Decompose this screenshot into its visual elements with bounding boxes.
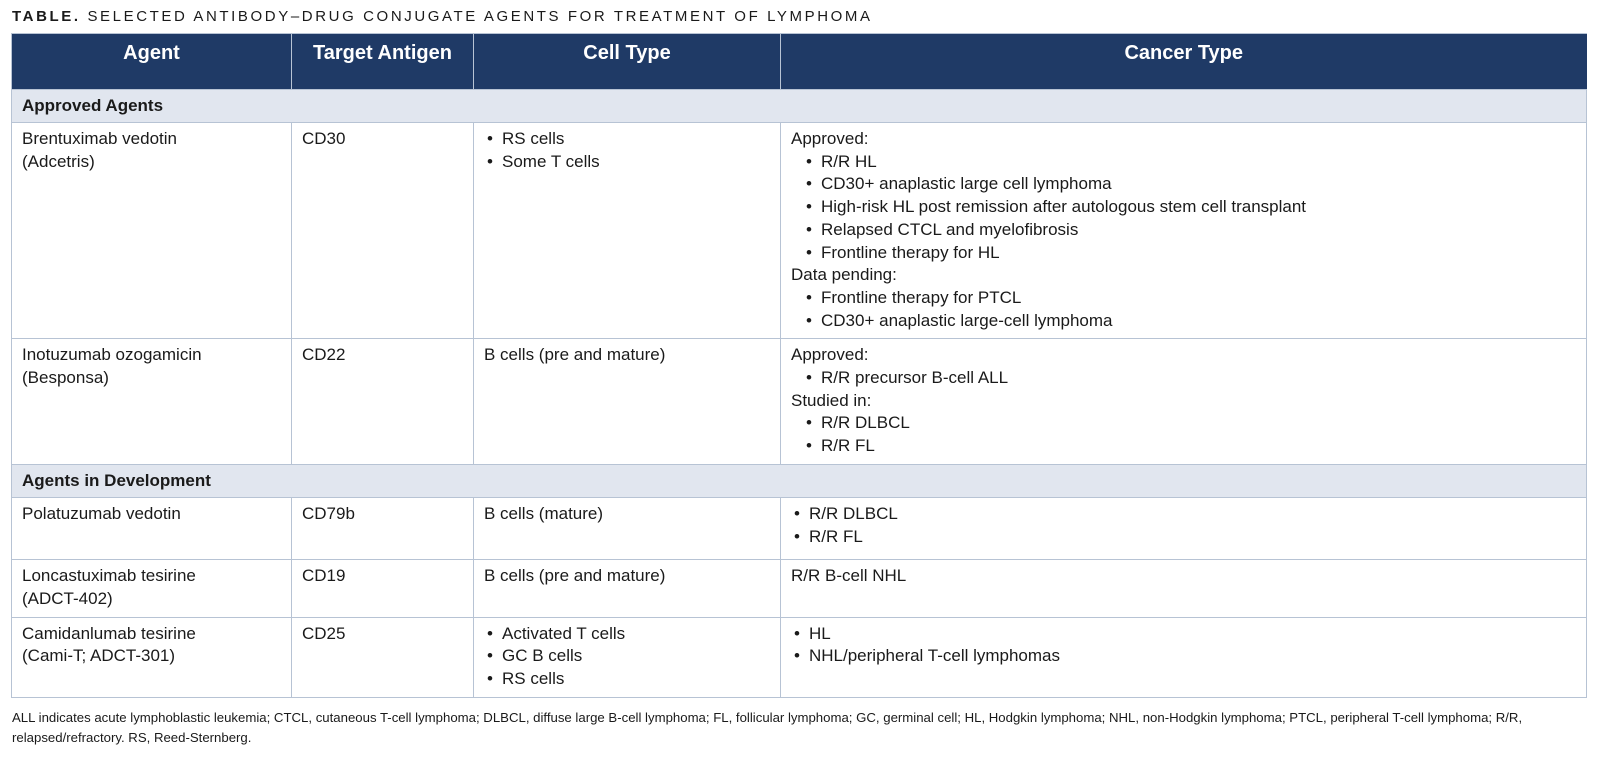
table-row (12, 560, 1587, 617)
list-item: • CD30+ anaplastic large-cell lymphoma (803, 310, 1576, 333)
section-label: Approved Agents (22, 96, 164, 115)
agent-brand: (Besponsa) (22, 368, 109, 388)
cancer-type-cell (781, 123, 1586, 338)
section-row-approved-agents (12, 90, 1587, 123)
target-antigen-cell: CD79b (302, 504, 355, 524)
agent-cell (12, 123, 291, 179)
list-item: • Some T cells (484, 151, 770, 174)
agent-name: Loncastuximab tesirine (22, 566, 196, 586)
list-item: • NHL/peripheral T-cell lymphomas (791, 645, 1576, 668)
cancer-type-cell (781, 618, 1586, 674)
cell-type-cell: B cells (pre and mature) (484, 566, 666, 586)
table-row (12, 617, 1587, 697)
group-label: Data pending: (791, 265, 897, 285)
target-antigen-cell: CD30 (302, 129, 346, 148)
table-row (12, 339, 1587, 465)
cancer-type-cell: R/R B-cell NHL (791, 566, 907, 586)
list-item: • RS cells (484, 128, 770, 151)
agent-brand: (Cami-T; ADCT-301) (22, 646, 176, 666)
column-header-cell-type: Cell Type (474, 34, 781, 90)
column-header-cancer-type: Cancer Type (781, 34, 1587, 90)
section-label: Agents in Development (22, 471, 211, 491)
cell-type-cell (474, 618, 780, 697)
section-row-agents-in-development (12, 465, 1587, 498)
table-title-label: TABLE. (12, 8, 81, 25)
table-row (12, 123, 1587, 339)
list-item: • CD30+ anaplastic large cell lymphoma (803, 173, 1576, 196)
agent-brand: (ADCT-402) (22, 589, 113, 609)
antibody-drug-conjugate-table (11, 33, 1587, 698)
cell-type-cell: B cells (pre and mature) (484, 345, 666, 365)
target-antigen-cell: CD19 (302, 566, 346, 586)
list-item: • R/R DLBCL (803, 412, 1576, 435)
group-label: Approved: (791, 129, 869, 148)
agent-name: Polatuzumab vedotin (22, 504, 181, 524)
agent-name: Brentuximab vedotin (22, 129, 177, 148)
list-item: • Activated T cells (484, 623, 770, 646)
list-item: • Relapsed CTCL and myelofibrosis (803, 219, 1576, 242)
cell-type-cell: B cells (mature) (484, 504, 604, 524)
target-antigen-cell: CD25 (302, 623, 346, 643)
list-item: • HL (791, 623, 1576, 646)
column-header-target-antigen: Target Antigen (292, 34, 474, 90)
list-item: • High-risk HL post remission after autologous stem cell transplant (803, 196, 1576, 219)
table-header (12, 34, 1587, 90)
group-label: Studied in: (791, 390, 872, 410)
column-header-agent: Agent (12, 34, 292, 90)
target-antigen-cell: CD22 (302, 345, 346, 365)
table-title-text: SELECTED ANTIBODY–DRUG CONJUGATE AGENTS FOR TREATMENT OF LYMPHOMA (87, 8, 873, 25)
group-label: Approved: (791, 345, 869, 365)
agent-cell (12, 560, 291, 616)
list-item: • R/R precursor B-cell ALL (803, 367, 1576, 390)
list-item: • R/R FL (803, 435, 1576, 458)
cell-type-cell (474, 123, 780, 179)
list-item: • R/R HL (803, 151, 1576, 174)
agent-brand: (Adcetris) (22, 151, 95, 171)
agent-name: Camidanlumab tesirine (22, 623, 196, 643)
agent-cell (12, 339, 291, 395)
table-footnote: ALL indicates acute lymphoblastic leukemia; CTCL, cutaneous T-cell lymphoma; DLBCL, diffuse large B-cell lymphoma; FL, follicular lymphoma; GC, germinal cell; HL, Hodgkin lymphoma; NHL, non-Hodgkin lymphoma; PTCL, peripheral T-cell lymphoma; R/R, relapsed/refractory. RS, Reed-Sternberg. (12, 710, 1523, 745)
list-item: • Frontline therapy for PTCL (803, 287, 1576, 310)
agent-cell (12, 618, 291, 674)
list-item: • GC B cells (484, 645, 770, 668)
list-item: • R/R DLBCL (791, 503, 1576, 526)
table-title (12, 8, 873, 25)
table-row (12, 498, 1587, 560)
cancer-type-cell (781, 339, 1586, 464)
list-item: • R/R FL (791, 526, 1576, 549)
agent-name: Inotuzumab ozogamicin (22, 345, 202, 365)
cancer-type-cell (781, 498, 1586, 554)
list-item: • RS cells (484, 668, 770, 691)
agent-cell (12, 498, 291, 532)
list-item: • Frontline therapy for HL (803, 242, 1576, 265)
